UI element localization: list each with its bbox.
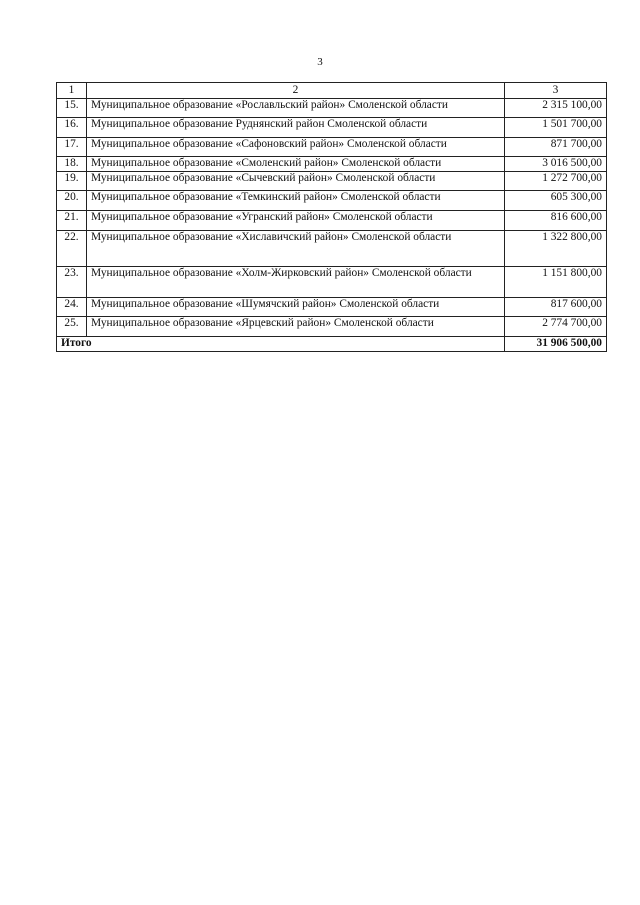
- page-number: 3: [317, 56, 323, 68]
- row-number: 16.: [57, 118, 87, 138]
- table-row: [57, 99, 607, 118]
- row-amount: 817 600,00: [505, 298, 607, 317]
- total-row: [57, 337, 607, 352]
- total-label: Итого: [57, 337, 505, 352]
- table-row: [57, 138, 607, 157]
- row-name: Муниципальное образование «Угранский район» Смоленской области: [87, 211, 505, 231]
- row-number: 24.: [57, 298, 87, 317]
- row-number: 15.: [57, 99, 87, 118]
- row-name: Муниципальное образование «Ярцевский район» Смоленской области: [87, 317, 505, 337]
- row-name: Муниципальное образование «Смоленский район» Смоленской области: [87, 157, 505, 172]
- row-number: 18.: [57, 157, 87, 172]
- row-number: 25.: [57, 317, 87, 337]
- row-number: 17.: [57, 138, 87, 157]
- column-header-2: 2: [87, 83, 505, 99]
- row-name: Муниципальное образование «Хиславичский район» Смоленской области: [87, 231, 505, 267]
- column-header-1: 1: [57, 83, 87, 99]
- row-name: Муниципальное образование «Холм-Жирковский район» Смоленской области: [87, 267, 505, 298]
- allocation-table: [56, 82, 607, 352]
- row-number: 21.: [57, 211, 87, 231]
- row-number: 22.: [57, 231, 87, 267]
- table-row: [57, 172, 607, 191]
- row-amount: 816 600,00: [505, 211, 607, 231]
- row-number: 20.: [57, 191, 87, 211]
- table-row: [57, 211, 607, 231]
- row-amount: 1 272 700,00: [505, 172, 607, 191]
- row-amount: 2 315 100,00: [505, 99, 607, 118]
- row-amount: 1 501 700,00: [505, 118, 607, 138]
- row-number: 23.: [57, 267, 87, 298]
- row-name: Муниципальное образование Руднянский район Смоленской области: [87, 118, 505, 138]
- table-row: [57, 157, 607, 172]
- table-row: [57, 298, 607, 317]
- table-row: [57, 191, 607, 211]
- row-amount: 2 774 700,00: [505, 317, 607, 337]
- row-name: Муниципальное образование «Шумячский район» Смоленской области: [87, 298, 505, 317]
- table-row: [57, 118, 607, 138]
- table-row: [57, 231, 607, 267]
- row-name: Муниципальное образование «Сафоновский район» Смоленской области: [87, 138, 505, 157]
- table-row: [57, 317, 607, 337]
- total-amount: 31 906 500,00: [505, 337, 607, 352]
- table-header-row: [57, 83, 607, 99]
- row-name: Муниципальное образование «Темкинский район» Смоленской области: [87, 191, 505, 211]
- column-header-3: 3: [505, 83, 607, 99]
- row-name: Муниципальное образование «Сычевский район» Смоленской области: [87, 172, 505, 191]
- row-amount: 1 322 800,00: [505, 231, 607, 267]
- row-amount: 3 016 500,00: [505, 157, 607, 172]
- row-amount: 871 700,00: [505, 138, 607, 157]
- row-amount: 605 300,00: [505, 191, 607, 211]
- row-name: Муниципальное образование «Рославльский район» Смоленской области: [87, 99, 505, 118]
- row-amount: 1 151 800,00: [505, 267, 607, 298]
- row-number: 19.: [57, 172, 87, 191]
- table-row: [57, 267, 607, 298]
